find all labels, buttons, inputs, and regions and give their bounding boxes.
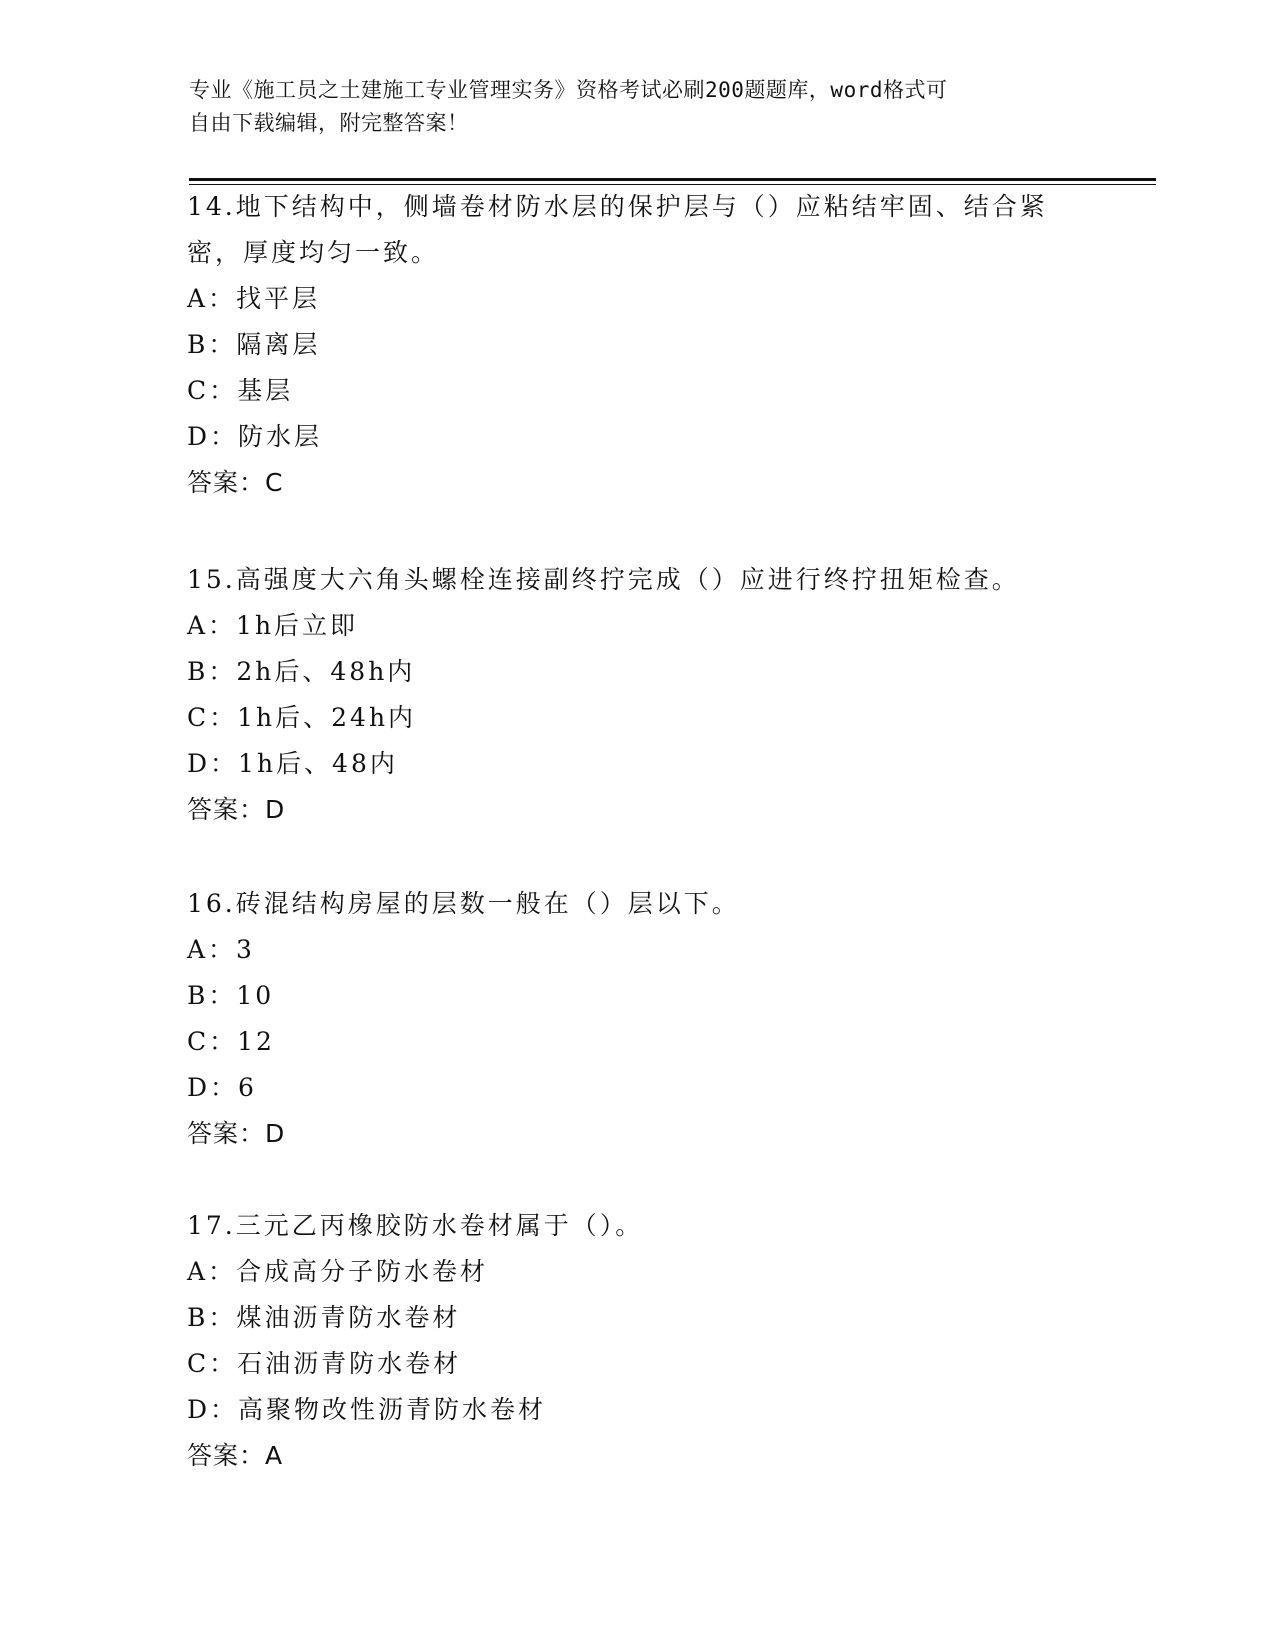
answer-line: 答案：D	[187, 795, 286, 824]
option-d: D：6	[187, 1073, 257, 1102]
question-stem: 15.高强度大六角头螺栓连接副终拧完成（）应进行终拧扭矩检查。	[187, 565, 1020, 594]
header-divider-thick	[189, 178, 1156, 181]
option-c: C：12	[187, 1027, 275, 1056]
answer-line: 答案：A	[187, 1441, 284, 1470]
question-16	[187, 881, 1087, 1157]
question-17	[187, 1203, 1087, 1479]
answer-line: 答案：D	[187, 1119, 286, 1148]
option-d: D：高聚物改性沥青防水卷材	[187, 1395, 547, 1424]
option-d: D：防水层	[187, 422, 323, 451]
option-c: C：1h后、24h内	[187, 703, 417, 732]
option-a: A：3	[187, 935, 255, 964]
answer-line: 答案：C	[187, 468, 284, 497]
option-b: B：10	[187, 981, 275, 1010]
header-title-line-2: 自由下载编辑，附完整答案！	[189, 111, 469, 135]
option-c: C：石油沥青防水卷材	[187, 1349, 462, 1378]
question-14	[187, 184, 1087, 506]
document-header	[189, 74, 1069, 140]
option-b: B：煤油沥青防水卷材	[187, 1303, 461, 1332]
option-b: B：隔离层	[187, 330, 321, 359]
option-d: D：1h后、48内	[187, 749, 398, 778]
option-b: B：2h后、48h内	[187, 657, 416, 686]
header-title-line-1: 专业《施工员之土建施工专业管理实务》资格考试必刷200题题库，word格式可	[189, 78, 948, 102]
question-stem: 17.三元乙丙橡胶防水卷材属于（）。	[187, 1211, 644, 1240]
question-15	[187, 557, 1087, 833]
option-c: C：基层	[187, 376, 294, 405]
option-a: A：找平层	[187, 284, 321, 313]
option-a: A：1h后立即	[187, 611, 359, 640]
option-a: A：合成高分子防水卷材	[187, 1257, 489, 1286]
question-stem-continued: 密，厚度均匀一致。	[187, 238, 440, 267]
question-stem: 16.砖混结构房屋的层数一般在（）层以下。	[187, 889, 740, 918]
question-stem: 14.地下结构中，侧墙卷材防水层的保护层与（）应粘结牢固、结合紧	[187, 192, 1048, 221]
